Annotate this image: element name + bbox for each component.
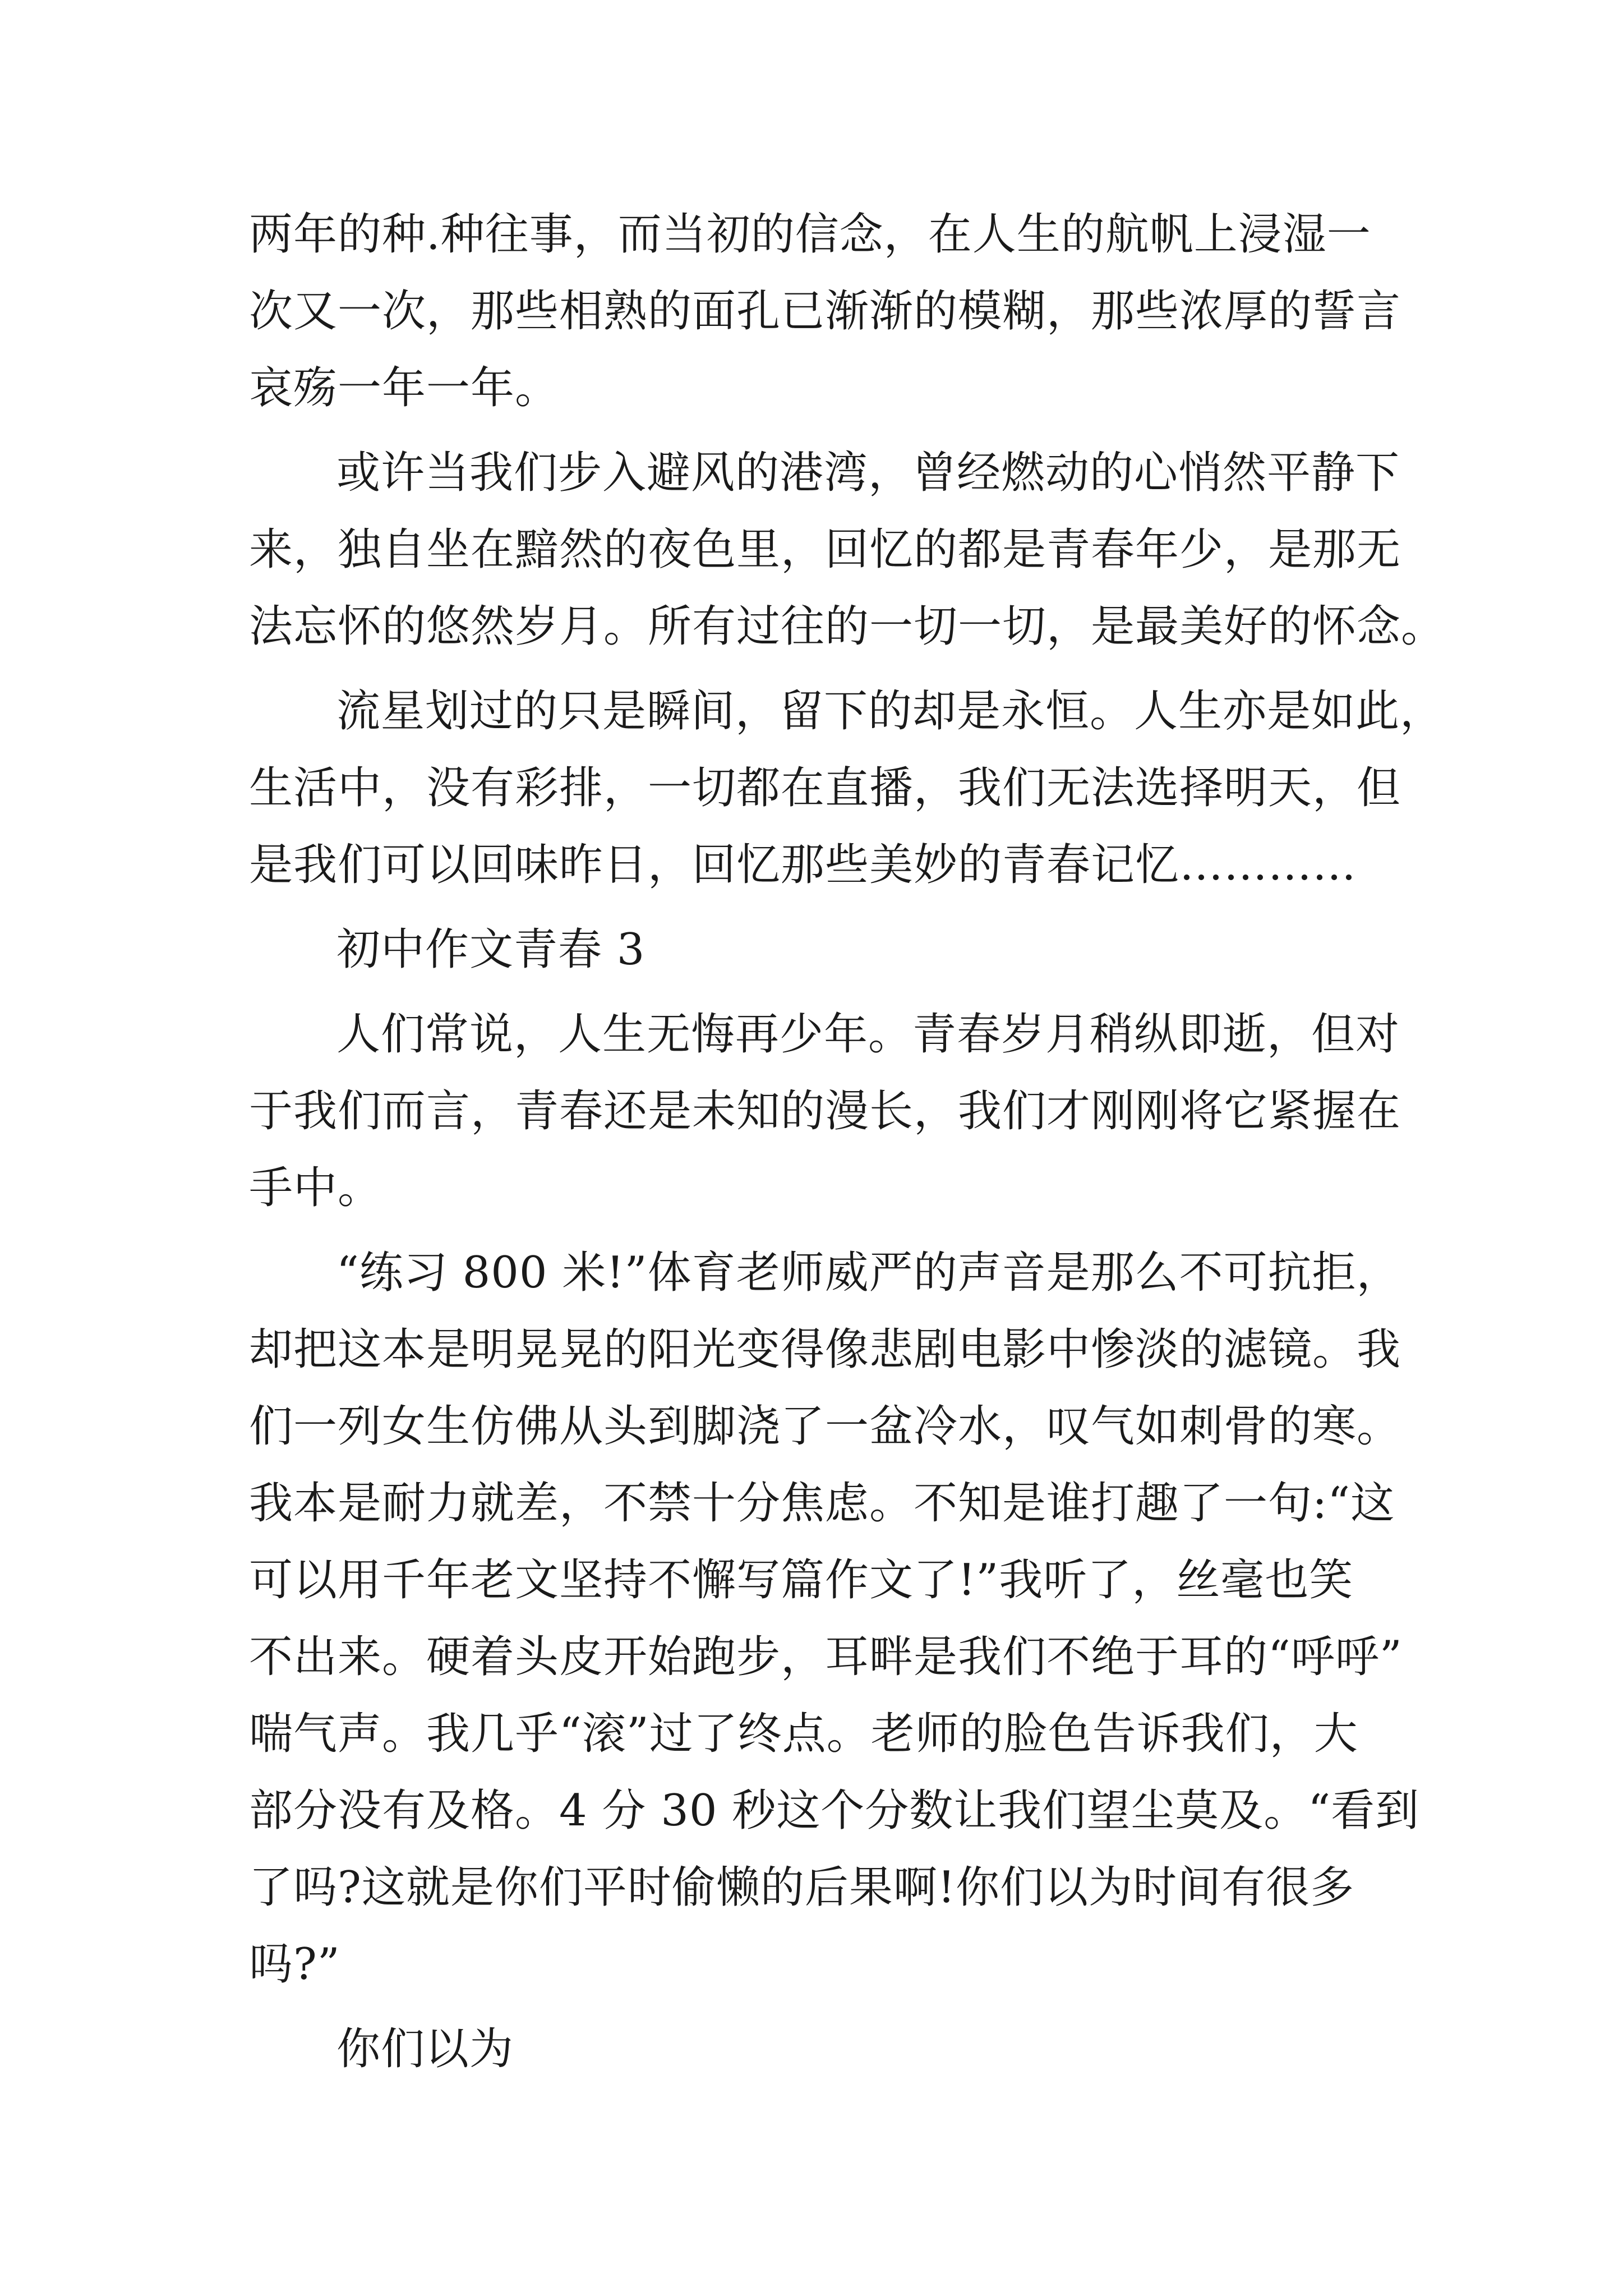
paragraph-start: 人们常说，人生无悔再少年。青春岁月稍纵即逝，但对 (336, 1009, 1400, 1060)
text-line: 手中。 (249, 1163, 382, 1213)
text-line: 次又一次，那些相熟的面孔已渐渐的模糊，那些浓厚的誓言 (249, 286, 1401, 337)
text-line: 两年的种.种往事，而当初的信念，在人生的航帆上浸湿一 (249, 209, 1371, 260)
text-line: 吗?” (249, 1939, 340, 1990)
text-line: 于我们而言，青春还是未知的漫长，我们才刚刚将它紧握在 (249, 1086, 1401, 1137)
text-line: 了吗?这就是你们平时偷懒的后果啊!你们以为时间有很多 (249, 1862, 1355, 1913)
section-heading: 初中作文青春 3 (336, 924, 645, 975)
text-line: 部分没有及格。4 分 30 秒这个分数让我们望尘莫及。“看到 (249, 1786, 1420, 1836)
text-line: 可以用千年老文坚持不懈写篇作文了!”我听了，丝毫也笑 (249, 1555, 1354, 1605)
text-line: 是我们可以回味昨日，回忆那些美妙的青春记忆………… (249, 840, 1357, 890)
text-line: 喘气声。我几乎“滚”过了终点。老师的脸色告诉我们，大 (249, 1709, 1358, 1759)
text-line: 哀殇一年一年。 (249, 363, 560, 413)
text-line: 法忘怀的悠然岁月。所有过往的一切一切，是最美好的怀念。 (249, 601, 1446, 652)
text-line: 们一列女生仿佛从头到脚浇了一盆冷水，叹气如刺骨的寒。 (249, 1401, 1401, 1452)
document-body (249, 196, 1446, 2088)
paragraph-start: “练习 800 米!”体育老师威严的声音是那么不可抗拒， (336, 1248, 1401, 1298)
text-line: 不出来。硬着头皮开始跑步，耳畔是我们不绝于耳的“呼呼” (249, 1632, 1403, 1682)
text-line: 却把这本是明晃晃的阳光变得像悲剧电影中惨淡的滤镜。我 (249, 1324, 1401, 1375)
paragraph-start: 或许当我们步入避风的港湾，曾经燃动的心悄然平静下 (336, 448, 1400, 498)
paragraph-start: 流星划过的只是瞬间，留下的却是永恒。人生亦是如此， (336, 686, 1445, 737)
text-line: 生活中，没有彩排，一切都在直播，我们无法选择明天，但 (249, 763, 1401, 813)
text-line: 来，独自坐在黯然的夜色里，回忆的都是青春年少，是那无 (249, 524, 1401, 575)
text-line: 我本是耐力就差，不禁十分焦虑。不知是谁打趣了一句:“这 (249, 1478, 1395, 1529)
paragraph-start: 你们以为 (336, 2024, 514, 2074)
